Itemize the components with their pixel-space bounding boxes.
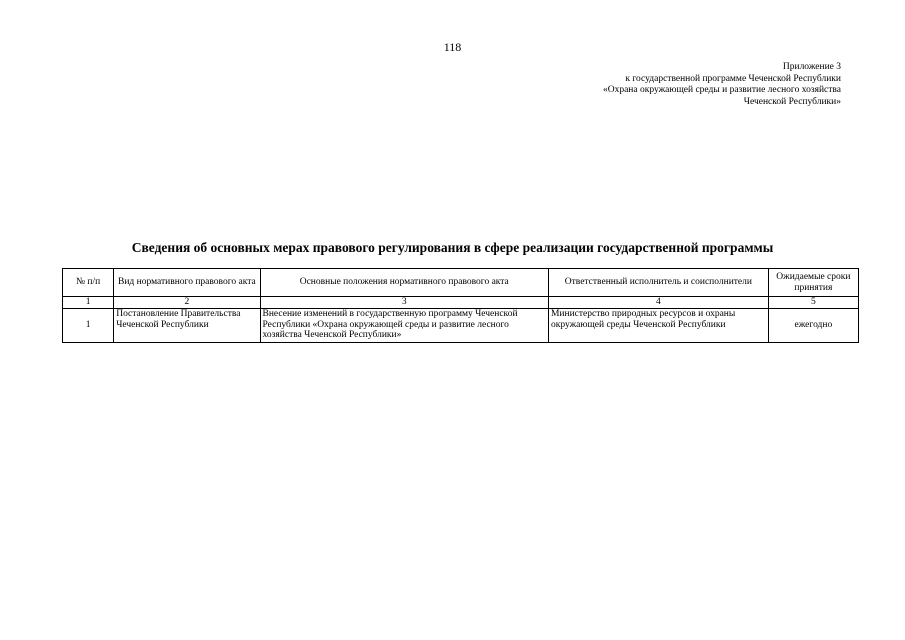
row-number-cell: 1 xyxy=(63,309,114,343)
column-number: 3 xyxy=(260,297,548,309)
appendix-line-2: к государственной программе Чеченской Республики xyxy=(625,73,841,84)
appendix-note xyxy=(603,62,841,108)
column-number: 4 xyxy=(548,297,768,309)
column-number-row xyxy=(63,297,859,309)
column-number: 5 xyxy=(768,297,858,309)
document-title: Сведения об основных мерах правового регулирования в сфере реализации государственной программы xyxy=(131,240,774,255)
header-executor: Ответственный исполнитель и соисполнители xyxy=(548,269,768,297)
appendix-line-4: Чеченской Республики» xyxy=(743,96,841,107)
page-number: 118 xyxy=(443,40,462,54)
header-number: № п/п xyxy=(63,269,114,297)
column-number: 2 xyxy=(114,297,260,309)
executor-cell: Министерство природных ресурсов и охраны окружающей среды Чеченской Республики xyxy=(548,309,768,343)
table-header-row xyxy=(63,269,859,297)
deadline-cell: ежегодно xyxy=(768,309,858,343)
appendix-line-3: «Охрана окружающей среды и развитие лесного хозяйства xyxy=(602,85,841,95)
measures-table xyxy=(62,268,859,343)
header-act-type: Вид нормативного правового акта xyxy=(114,269,260,297)
appendix-line-1: Приложение 3 xyxy=(782,62,841,72)
table-row xyxy=(63,309,859,343)
column-number: 1 xyxy=(63,297,114,309)
header-provisions: Основные положения нормативного правового акта xyxy=(260,269,548,297)
act-type-cell: Постановление Правительства Чеченской Республики xyxy=(114,309,260,343)
provisions-cell: Внесение изменений в государственную программу Чеченской Республики «Охрана окружающей среды и развитие лесного хозяйства Чеченской Республики» xyxy=(260,309,548,343)
header-deadline: Ожидаемые сроки принятия xyxy=(768,269,858,297)
